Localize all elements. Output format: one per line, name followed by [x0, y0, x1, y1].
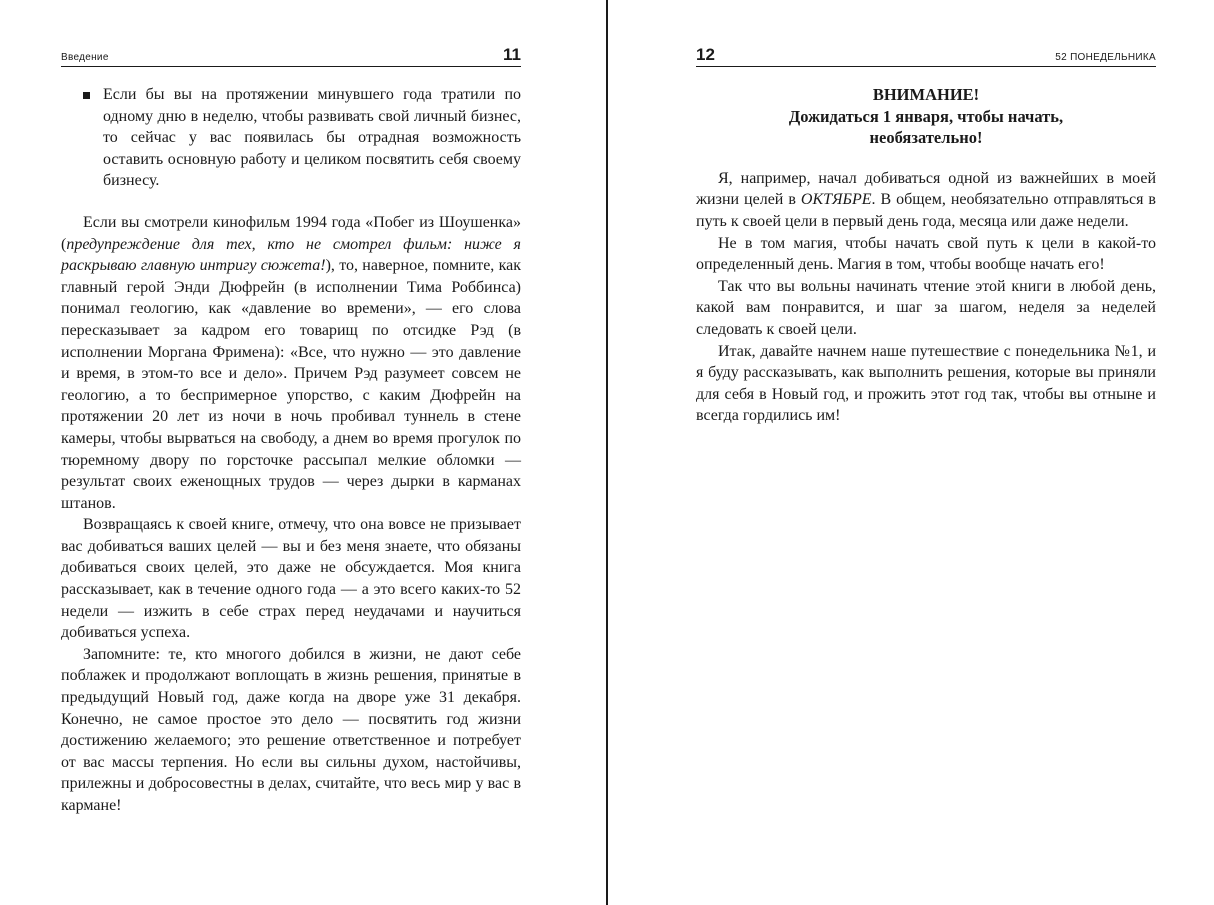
- bullet-text: Если бы вы на протяжении минувшего года тратили по одному дню в неделю, чтобы развивать свой личный бизнес, то сейчас у вас появилась бы отрадная возможность оставить основную работу и целиком посвятить себя своему бизнесу.: [103, 86, 521, 190]
- running-head: Введение: [61, 52, 109, 63]
- paragraph: [696, 168, 1156, 233]
- paragraph-italic: предупреждение для тех, кто не смотрел фильм: ниже я раскрываю главную интригу сюжета!: [61, 235, 521, 275]
- paragraph: Запомните: те, кто многого добился в жизни, не дают себе поблажек и продолжают воплощать в жизнь решения, принятые в предыдущий Новый год, даже когда на дворе уже 31 декабря. Конечно, не самое простое это дело — посвятить год жизни достижению желаемого; это решение ответственное и потребует от вас массы терпения. Но если вы сильны духом, настойчивы, прилежны и добросовестны в делах, считайте, что весь мир у вас в кармане!: [61, 645, 521, 814]
- attention-box: [696, 84, 1156, 149]
- left-page-body: [61, 84, 521, 817]
- paragraph-text: ), то, наверное, помните, как главный герой Энди Дюфрейн (в исполнении Тима Роббинса) понимал геологию, как «давление во времени», — его слова пересказывает за кадром его товарищ по отсидке Рэд (в исполнении Моргана Фримена): «Все, что нужно — это давление и время, в этом-то все и дело». Причем Рэд разумеет совсем не геологию, а то беспримерное упорство, с каким Дюфрейн на протяжении 20 лет из ночи в ночь пробивал туннель в стене камеры, чтобы вырваться на свободу, а днем во время прогулок по тюремному двору по горсточке рассыпал мелкие обломки — результат своих еженощных трудов — через дырки в карманах штанов.: [61, 257, 522, 512]
- paragraph-text: Я, например, начал добиваться одной из важнейших в моей жизни целей в: [696, 169, 1156, 209]
- page-number: 11: [503, 45, 521, 64]
- bullet-square-icon: [61, 84, 103, 192]
- running-head: 52 ПОНЕДЕЛЬНИКА: [1055, 52, 1156, 63]
- attention-line: необязательно!: [869, 128, 983, 148]
- attention-heading: ВНИМАНИЕ!: [872, 85, 980, 104]
- left-page-header: [61, 44, 521, 67]
- paragraph: Так что вы вольны начинать чтение этой книги в любой день, какой вам понравится, и шаг за шагом, неделя за неделей следовать к своей цели.: [696, 277, 1156, 338]
- right-page-header: [696, 44, 1156, 67]
- paragraph: [61, 212, 521, 514]
- paragraph-text: Если вы смотрели кинофильм 1994 года «Побег из Шоушенка» (: [61, 213, 521, 253]
- paragraph: Не в том магия, чтобы начать свой путь к цели в какой-то определенный день. Магия в том, чтобы вообще начать его!: [696, 234, 1156, 274]
- right-page-body: [696, 84, 1156, 427]
- book-spine: [606, 0, 608, 905]
- paragraph: Итак, давайте начнем наше путешествие с понедельника №1, и я буду рассказывать, как выполнить решения, которые вы приняли для себя в Новый год, и прожить этот год так, чтобы вы отныне и всегда гордились им!: [696, 342, 1156, 425]
- page-number: 12: [696, 45, 715, 64]
- paragraph-text: . В общем, необязательно отправляться в путь к своей цели в первый день года, месяца или даже недели.: [696, 191, 1156, 230]
- paragraph-italic: ОКТЯБРЕ: [800, 191, 872, 209]
- bullet-item: [61, 84, 521, 192]
- attention-line: Дожидаться 1 января, чтобы начать,: [788, 106, 1064, 126]
- paragraph: Возвращаясь к своей книге, отмечу, что она вовсе не призывает вас добиваться ваших целей — вы и без меня знаете, что обязаны добиваться своих целей, это даже не обсуждается. Моя книга рассказывает, как в течение одного года — а это всего каких-то 52 недели — изжить в себе страх перед неудачами и научиться добиваться успеха.: [61, 516, 521, 642]
